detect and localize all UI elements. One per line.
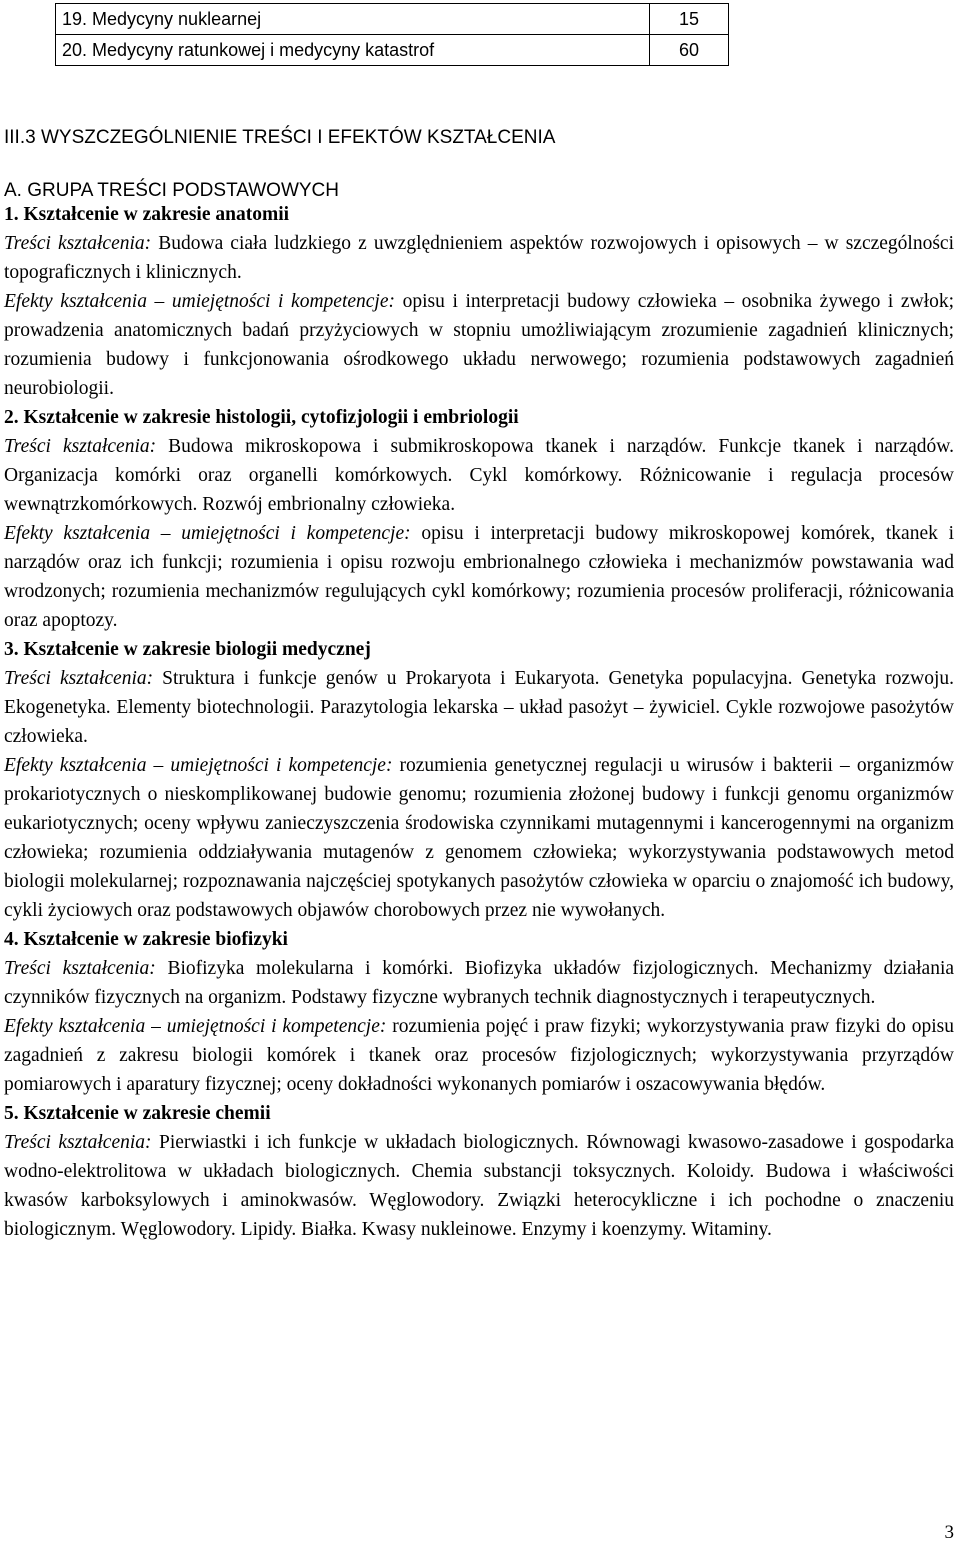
tresci-label: Treści kształcenia: [4,958,156,979]
tresci-paragraph [4,664,954,751]
efekty-text: opisu i interpretacji budowy człowieka – osobnika żywego i zwłok; prowadzenia anatomicznych badań przyżyciowych w stopniu umożliwiającym zrozumienie zagadnień klinicznych; rozumienia budowy i funkcjonowania ośrodkowego układu nerwowego; rozumienia podstawowych zagadnień neurobiologii. [4,291,954,399]
section-title: 2. Kształcenie w zakresie histologii, cytofizjologii i embriologii [4,407,519,428]
page-number: 3 [944,1522,954,1543]
table-row [56,35,729,66]
tresci-label: Treści kształcenia: [4,436,157,457]
efekty-paragraph [4,1012,954,1099]
efekty-text: rozumienia pojęć i praw fizyki; wykorzystywania praw fizyki do opisu zagadnień z zakresu biologii komórek i tkanek oraz procesów fizjologicznych; wykorzystywania przyrządów pomiarowych i aparatury fizycznej; oceny dokładności wykonanych pomiarów i oszacowywania błędów. [4,1016,954,1095]
tresci-paragraph [4,229,954,287]
section-title: 3. Kształcenie w zakresie biologii medycznej [4,639,371,660]
table-cell-label: 20. Medycyny ratunkowej i medycyny katastrof [56,35,650,66]
efekty-label: Efekty kształcenia – umiejętności i kompetencje: [4,755,393,776]
table-row [56,4,729,35]
tresci-paragraph [4,1128,954,1244]
table-cell-value: 15 [650,4,729,35]
tresci-paragraph [4,954,954,1012]
tresci-label: Treści kształcenia: [4,233,152,254]
efekty-paragraph [4,287,954,403]
tresci-text: Biofizyka molekularna i komórki. Biofizyka układów fizjologicznych. Mechanizmy działania czynników fizycznych na organizm. Podstawy fizyczne wybranych technik diagnostycznych i terapeutycznych. [4,958,955,1008]
efekty-text: rozumienia genetycznej regulacji u wirusów i bakterii – organizmów prokariotycznych o nieskomplikowanej budowie genomu; rozumienia złożonej budowy i funkcji genomu organizmów eukariotycznych; oceny wpływu zanieczyszczenia środowiska czynnikami mutagennymi i kancerogennymi na organizm człowieka; rozumienia oddziaływania mutagenów z genomem człowieka; wykorzystywania podstawowych metod biologii molekularnej; rozpoznawania najczęściej spotykanych pasożytów człowieka w oparciu o znajomość ich budowy, cykli życiowych oraz podstawowych objawów chorobowych przez nie wywołanych. [4,755,954,921]
efekty-paragraph [4,751,954,925]
group-heading: A. GRUPA TREŚCI PODSTAWOWYCH [4,180,339,201]
table-cell-label: 19. Medycyny nuklearnej [56,4,650,35]
efekty-label: Efekty kształcenia – umiejętności i kompetencje: [4,1016,387,1037]
section-title: 4. Kształcenie w zakresie biofizyki [4,929,288,950]
content-body [4,200,954,1244]
section-heading: III.3 WYSZCZEGÓLNIENIE TREŚCI I EFEKTÓW KSZTAŁCENIA [4,127,556,148]
table-cell-value: 60 [650,35,729,66]
tresci-text: Pierwiastki i ich funkcje w układach biologicznych. Równowagi kwasowo-zasadowe i gospodarka wodno-elektrolitowa w układach biologicznych. Chemia substancji toksycznych. Koloidy. Budowa i właściwości kwasów karboksylowych i aminokwasów. Węglowodory. Związki heterocykliczne i ich pochodne o znaczeniu biologicznym. Węglowodory. Lipidy. Białka. Kwasy nukleinowe. Enzymy i koenzymy. Witaminy. [4,1132,955,1240]
section-title: 1. Kształcenie w zakresie anatomii [4,204,290,225]
tresci-paragraph [4,432,954,519]
tresci-text: Budowa ciała ludzkiego z uwzględnieniem aspektów rozwojowych i opisowych – w szczególności topograficznych i klinicznych. [4,233,954,283]
efekty-label: Efekty kształcenia – umiejętności i kompetencje: [4,523,411,544]
section-title: 5. Kształcenie w zakresie chemii [4,1103,271,1124]
tresci-text: Budowa mikroskopowa i submikroskopowa tkanek i narządów. Funkcje tkanek i narządów. Organizacja komórki oraz organelli komórkowych. Cykl komórkowy. Różnicowanie i regulacja procesów wewnątrzkomórkowych. Rozwój embrionalny człowieka. [4,436,954,515]
hours-table [55,3,729,66]
efekty-label: Efekty kształcenia – umiejętności i kompetencje: [4,291,395,312]
tresci-label: Treści kształcenia: [4,1132,152,1153]
tresci-label: Treści kształcenia: [4,668,154,689]
efekty-text: opisu i interpretacji budowy mikroskopowej komórek, tkanek i narządów oraz ich funkcji; rozumienia i opisu rozwoju embrionalnego człowieka i mechanizmów powstawania wad wrodzonych; rozumienia mechanizmów regulujących cykl komórkowy; rozumienia procesów proliferacji, różnicowania oraz apoptozy. [4,523,954,631]
tresci-text: Struktura i funkcje genów u Prokaryota i Eukaryota. Genetyka populacyjna. Genetyka rozwoju. Ekogenetyka. Elementy biotechnologii. Parazytologia lekarska – układ pasożyt – żywiciel. Cykle rozwojowe pasożytów człowieka. [4,668,954,747]
efekty-paragraph [4,519,954,635]
